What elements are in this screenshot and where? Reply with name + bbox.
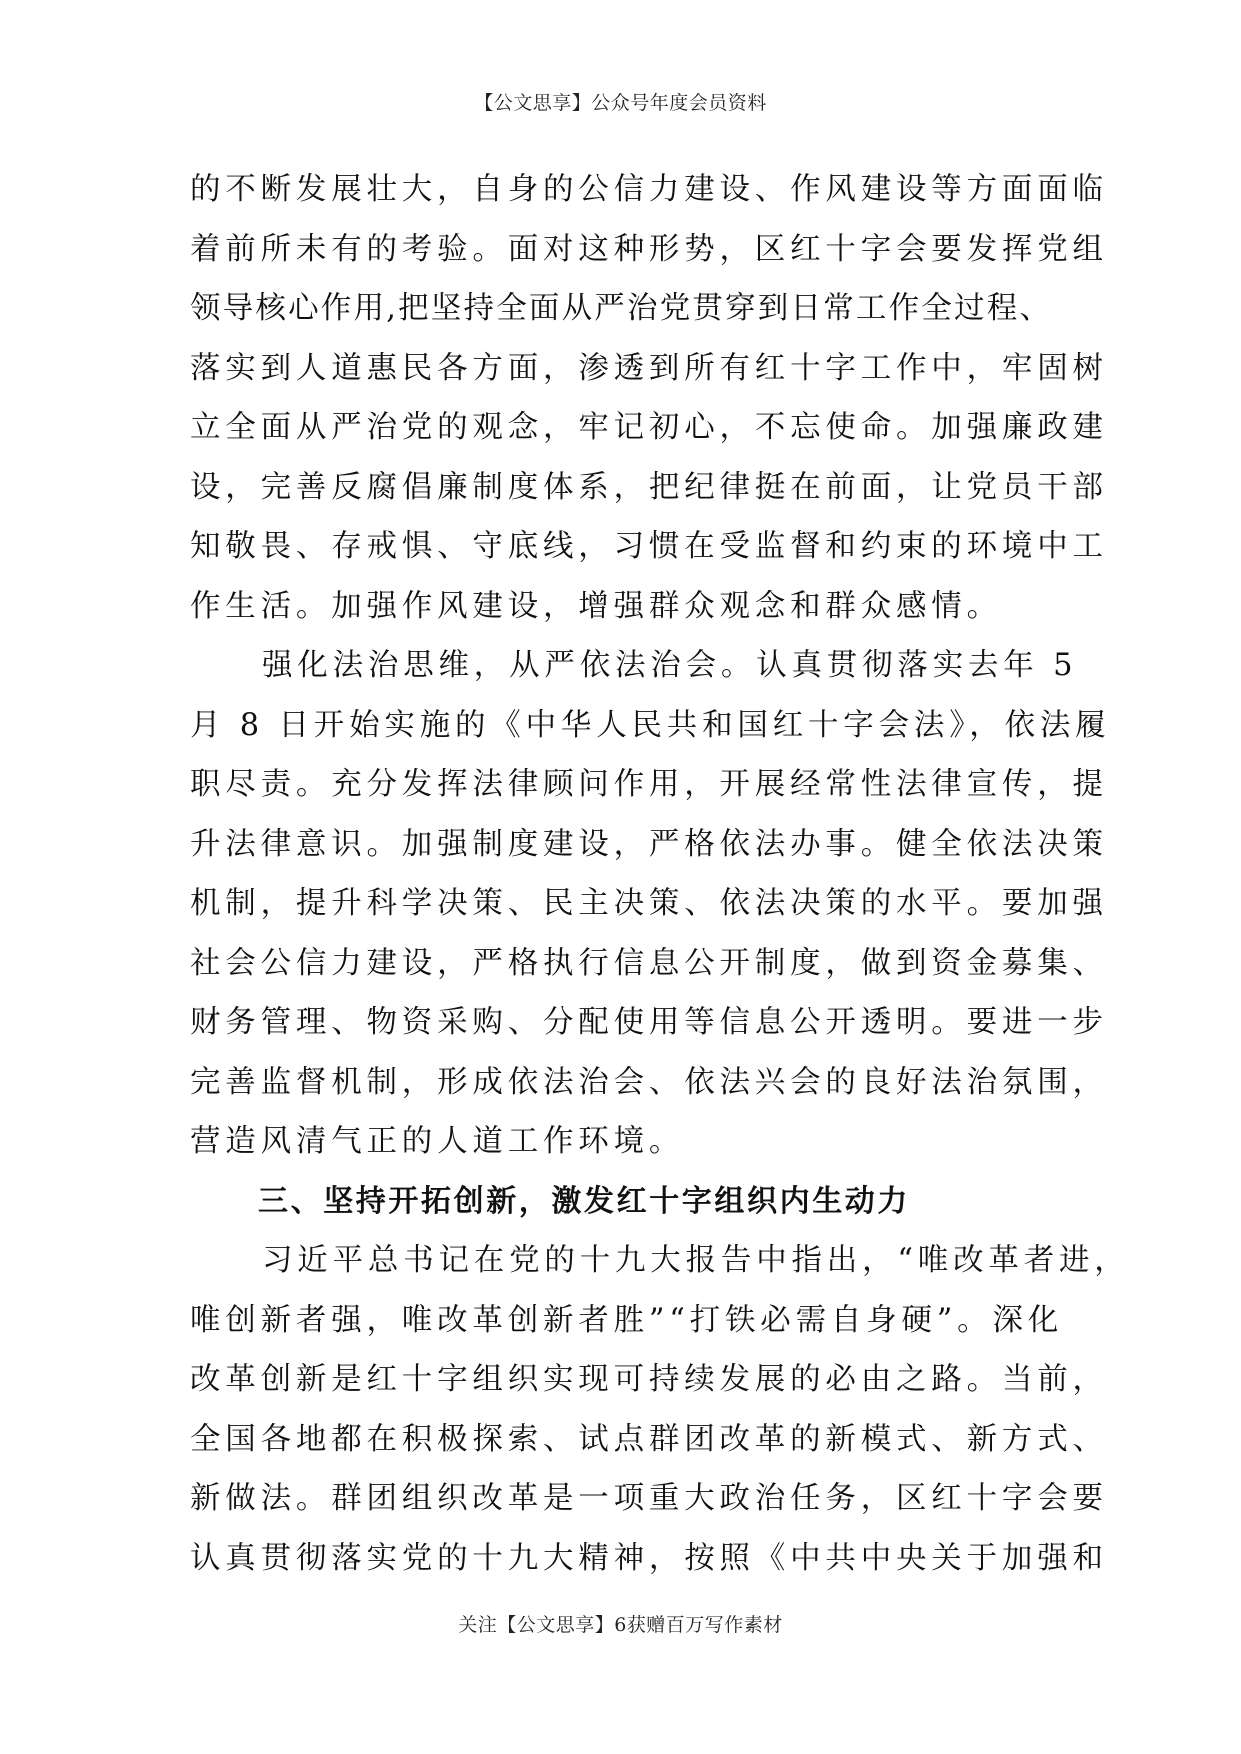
body-line: 改革创新是红十字组织实现可持续发展的必由之路。当前， (190, 1362, 1108, 1397)
body-line: 机制，提升科学决策、民主决策、依法决策的水平。要加强 (190, 886, 1108, 921)
body-line: 社会公信力建设，严格执行信息公开制度，做到资金募集、 (190, 945, 1108, 981)
paragraph-first-line: 习近平总书记在党的十九大报告中指出，“唯改革者进， (262, 1243, 1130, 1278)
body-line: 设，完善反腐倡廉制度体系，把纪律挺在前面，让党员干部 (190, 469, 1108, 505)
body-line: 落实到人道惠民各方面，渗透到所有红十字工作中，牢固树 (190, 350, 1108, 386)
body-line: 财务管理、物资采购、分配使用等信息公开透明。要进一步 (190, 1005, 1108, 1040)
page-header: 【公文思享】公众号年度会员资料 (474, 92, 767, 114)
body-line: 认真贯彻落实党的十九大精神，按照《中共中央关于加强和 (190, 1540, 1108, 1576)
body-line: 月 8 日开始实施的《中华人民共和国红十字会法》，依法履 (190, 707, 1111, 743)
section-heading: 三、坚持开拓创新，激发红十字组织内生动力 (258, 1183, 910, 1219)
page-footer: 关注【公文思享】6获赠百万写作素材 (458, 1614, 783, 1636)
body-line: 作生活。加强作风建设，增强群众观念和群众感情。 (190, 588, 1002, 624)
body-line: 升法律意识。加强制度建设，严格依法办事。健全依法决策 (190, 826, 1108, 862)
body-line: 职尽责。充分发挥法律顾问作用，开展经常性法律宣传，提 (190, 767, 1108, 802)
document-body (190, 160, 1130, 1588)
body-line: 领导核心作用,把坚持全面从严治党贯穿到日常工作全过程、 (190, 291, 1053, 326)
body-line: 的不断发展壮大，自身的公信力建设、作风建设等方面面临 (190, 172, 1108, 207)
body-line: 立全面从严治党的观念，牢记初心，不忘使命。加强廉政建 (190, 410, 1108, 445)
body-line: 着前所未有的考验。面对这种形势，区红十字会要发挥党组 (190, 231, 1108, 267)
body-line: 全国各地都在积极探索、试点群团改革的新模式、新方式、 (190, 1421, 1108, 1457)
body-line: 完善监督机制，形成依法治会、依法兴会的良好法治氛围， (190, 1064, 1108, 1100)
body-line: 营造风清气正的人道工作环境。 (190, 1124, 685, 1159)
body-line: 唯创新者强，唯改革创新者胜”“打铁必需自身硬”。深化 (190, 1302, 1064, 1338)
body-line: 知敬畏、存戒惧、守底线，习惯在受监督和约束的环境中工 (190, 529, 1108, 564)
body-line: 新做法。群团组织改革是一项重大政治任务，区红十字会要 (190, 1481, 1108, 1516)
paragraph-first-line: 强化法治思维，从严依法治会。认真贯彻落实去年 5 (262, 648, 1078, 683)
